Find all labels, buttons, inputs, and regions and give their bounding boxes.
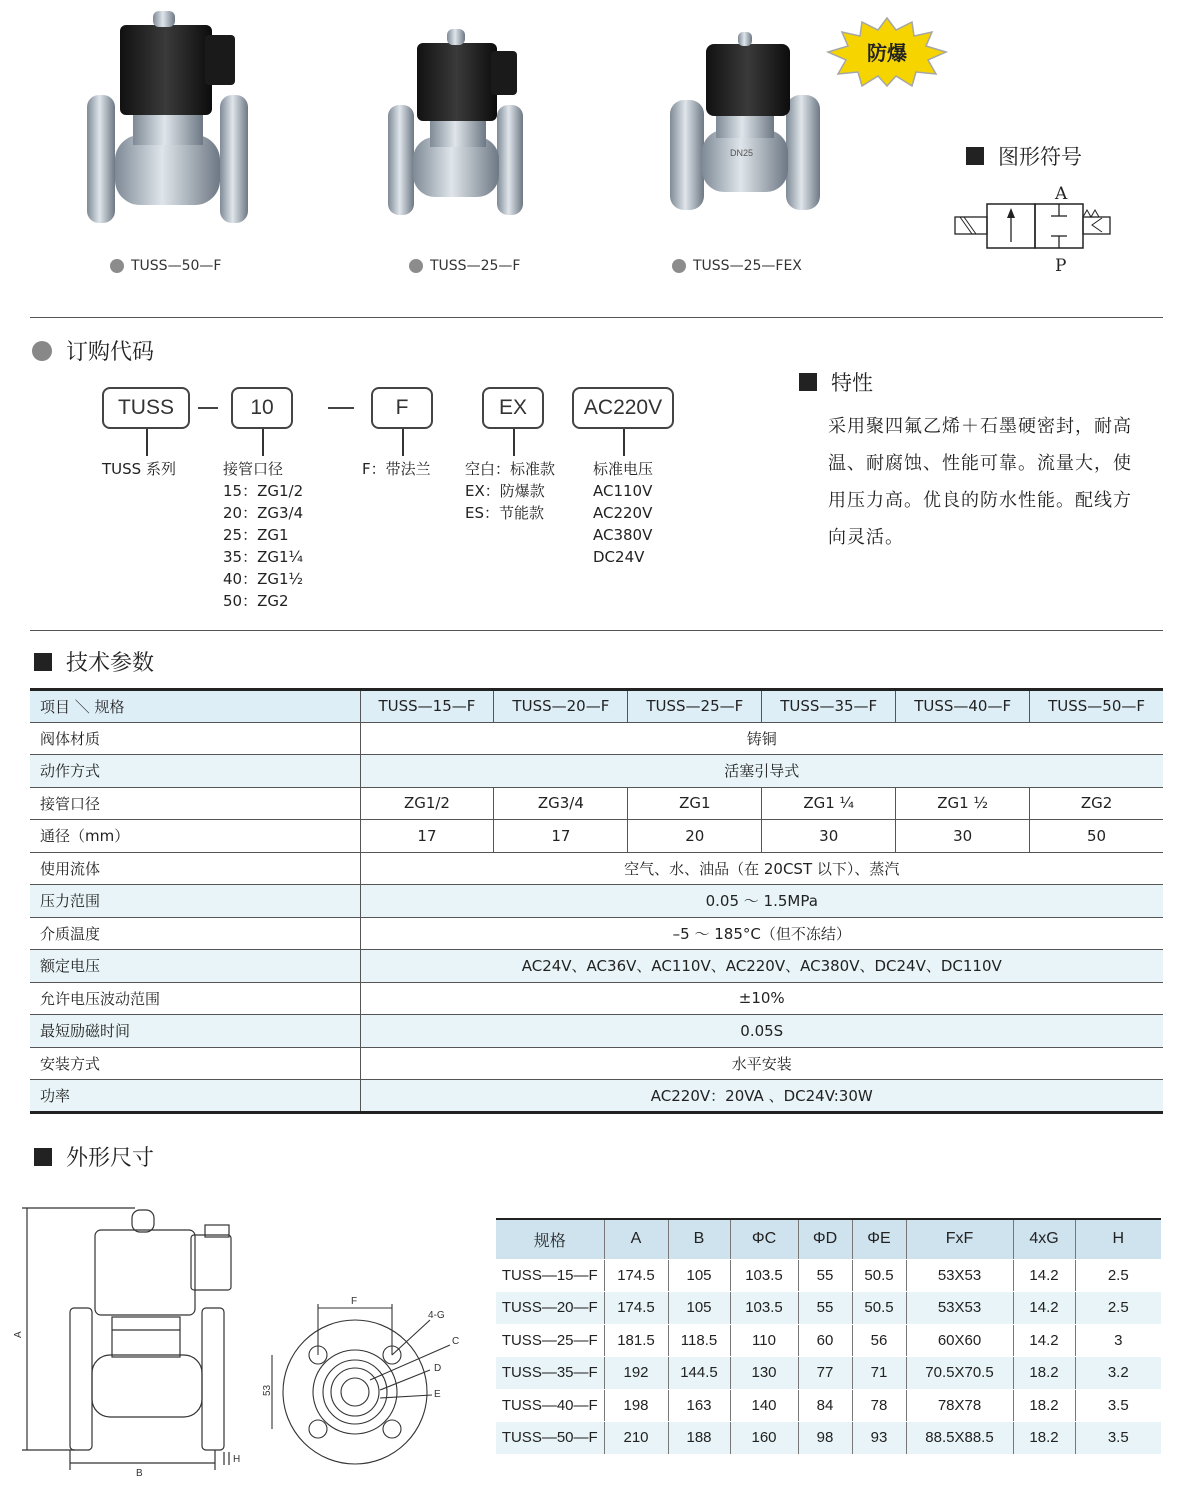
- dimensions-table: [496, 1218, 1161, 1455]
- diameter-list: [223, 458, 303, 612]
- features-title: 特性: [799, 367, 873, 397]
- valve-side-drawing: [15, 1200, 265, 1490]
- table-row: TUSS—35—F 192 144.5 130 77 71 70.5X70.5 18.2 3.2: [496, 1357, 1161, 1390]
- table-row: TUSS—40—F 198 163 140 84 78 78X78 18.2 3.5: [496, 1389, 1161, 1422]
- code-box-series: TUSS: [102, 387, 190, 429]
- square-bullet-icon: [34, 653, 52, 671]
- diameter-item: 50：ZG2: [223, 592, 289, 610]
- square-bullet-icon: [799, 373, 817, 391]
- table-row: 动作方式 活塞引导式: [30, 755, 1163, 788]
- voltage-item: AC110V: [593, 482, 653, 500]
- product-caption-2: TUSS—25—F: [409, 258, 520, 274]
- voltage-item: AC380V: [593, 526, 653, 544]
- table-row: 使用流体 空气、水、油品（在 20CST 以下）、蒸汽: [30, 852, 1163, 885]
- tech-params-table: [30, 688, 1163, 1114]
- type-list: [465, 458, 555, 524]
- svg-text:D: D: [434, 1363, 442, 1374]
- square-bullet-icon: [966, 147, 984, 165]
- table-row: 介质温度 –5 ～ 185°C（但不冻结）: [30, 917, 1163, 950]
- table-row: 接管口径 ZG1/2 ZG3/4 ZG1 ZG1 ¼ ZG1 ½ ZG2: [30, 787, 1163, 820]
- diameter-item: 35：ZG1¼: [223, 548, 304, 566]
- table-row: 通径（mm） 17 17 20 30 30 50: [30, 820, 1163, 853]
- diameter-item: 40：ZG1½: [223, 570, 304, 588]
- code-box-voltage: AC220V: [572, 387, 674, 429]
- diameter-item: 15：ZG1/2: [223, 482, 304, 500]
- bullet-dot-icon: [110, 259, 124, 273]
- flange-front-drawing: [250, 1290, 470, 1480]
- dimensions-title: 外形尺寸: [34, 1141, 154, 1172]
- svg-text:E: E: [434, 1389, 441, 1400]
- voltage-item: DC24V: [593, 548, 645, 566]
- svg-text:F: F: [351, 1296, 358, 1307]
- valve-photo-2: [385, 25, 530, 220]
- features-text: 采用聚四氟乙烯＋石墨硬密封，耐高 温、耐腐蚀、性能可靠。流量大，使 用压力高。优良的防水性能。配线方 向灵活。: [828, 416, 1132, 548]
- diameter-item: 20：ZG3/4: [223, 504, 304, 522]
- product-caption-3: TUSS—25—FEX: [672, 258, 802, 274]
- table-row: TUSS—25—F 181.5 118.5 110 60 56 60X60 14.2 3: [496, 1324, 1161, 1357]
- product-caption-1: TUSS—50—F: [110, 258, 221, 274]
- table-row: TUSS—15—F 174.5 105 103.5 55 50.5 53X53 14.2 2.5: [496, 1259, 1161, 1292]
- order-code-title: 订购代码: [32, 335, 154, 366]
- type-item: 空白：标准款: [465, 460, 556, 478]
- code-box-diameter: 10: [231, 387, 293, 429]
- table-header-row: 规格 A B ΦC ΦD ΦE FxF 4xG H: [496, 1219, 1161, 1259]
- svg-text:H: H: [233, 1454, 241, 1465]
- table-row: 压力范围 0.05 ～ 1.5MPa: [30, 885, 1163, 918]
- voltage-title: 标准电压: [593, 460, 654, 478]
- type-item: ES：节能款: [465, 504, 544, 522]
- table-header-row: 项目 ＼ 规格 TUSS—15—F TUSS—20—F TUSS—25—F TUSS—35—F TUSS—40—F TUSS—50—F: [30, 690, 1163, 723]
- table-row: 功率 AC220V：20VA 、DC24V:30W: [30, 1080, 1163, 1113]
- svg-text:DN25: DN25: [730, 148, 754, 158]
- table-row: TUSS—20—F 174.5 105 103.5 55 50.5 53X53 14.2 2.5: [496, 1292, 1161, 1325]
- table-row: 安装方式 水平安装: [30, 1047, 1163, 1080]
- svg-text:53: 53: [262, 1384, 273, 1396]
- code-box-type: EX: [482, 387, 544, 429]
- bullet-dot-icon: [409, 259, 423, 273]
- flange-label: F：带法兰: [362, 460, 431, 478]
- valve-photo-1: [85, 5, 255, 230]
- svg-text:4-G: 4-G: [428, 1310, 445, 1321]
- diameter-item: 25：ZG1: [223, 526, 289, 544]
- table-row: TUSS—50—F 210 188 160 98 93 88.5X88.5 18.2 3.5: [496, 1422, 1161, 1455]
- symbol-title: 图形符号: [966, 141, 1082, 171]
- section-dot-icon: [32, 341, 52, 361]
- svg-text:A: A: [1055, 184, 1068, 204]
- explosion-proof-label: 防爆: [867, 41, 907, 65]
- valve-photo-3: [668, 30, 823, 215]
- svg-text:C: C: [452, 1336, 460, 1347]
- svg-text:P: P: [1055, 256, 1067, 276]
- table-row: 最短励磁时间 0.05S: [30, 1015, 1163, 1048]
- voltage-list: [593, 458, 653, 568]
- type-item: EX：防爆款: [465, 482, 545, 500]
- diameter-title: 接管口径: [223, 460, 284, 478]
- square-bullet-icon: [34, 1148, 52, 1166]
- table-row: 允许电压波动范围 ±10%: [30, 982, 1163, 1015]
- svg-text:B: B: [136, 1468, 143, 1479]
- code-box-flange: F: [371, 387, 433, 429]
- voltage-item: AC220V: [593, 504, 653, 522]
- bullet-dot-icon: [672, 259, 686, 273]
- table-row: 阀体材质 铸铜: [30, 722, 1163, 755]
- tech-params-title: 技术参数: [34, 646, 154, 677]
- table-row: 额定电压 AC24V、AC36V、AC110V、AC220V、AC380V、DC24V、DC110V: [30, 950, 1163, 983]
- valve-graphic-symbol: [950, 180, 1115, 275]
- svg-text:A: A: [13, 1331, 24, 1338]
- series-label: TUSS 系列: [102, 460, 176, 478]
